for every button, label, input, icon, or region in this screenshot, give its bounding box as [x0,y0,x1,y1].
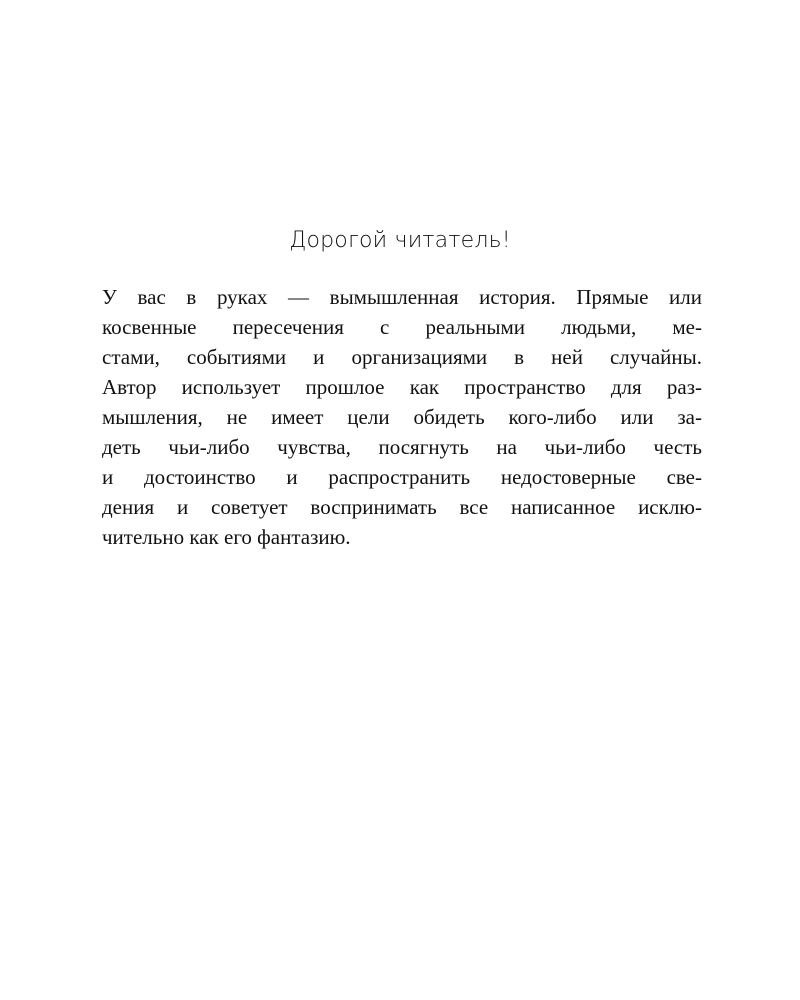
page-title: Дорогой читатель! [289,228,511,253]
paragraph-line: стами, событиями и организациями в ней случайны. [102,345,702,369]
disclaimer-paragraph [102,282,702,552]
paragraph-line: Автор использует прошлое как пространство для раз- [102,375,702,399]
paragraph-line: У вас в руках — вымышленная история. Прямые или [102,285,702,309]
paragraph-line: чительно как его фантазию. [102,525,351,549]
paragraph-line: мышления, не имеет цели обидеть кого-либо или за- [102,405,702,429]
paragraph-line: косвенные пересечения с реальными людьми, ме- [102,315,702,339]
paragraph-line: деть чьи-либо чувства, посягнуть на чьи-либо честь [102,435,702,459]
paragraph-line: и достоинство и распространить недостоверные све- [102,465,702,489]
paragraph-line: дения и советует воспринимать все написанное исклю- [102,495,702,519]
